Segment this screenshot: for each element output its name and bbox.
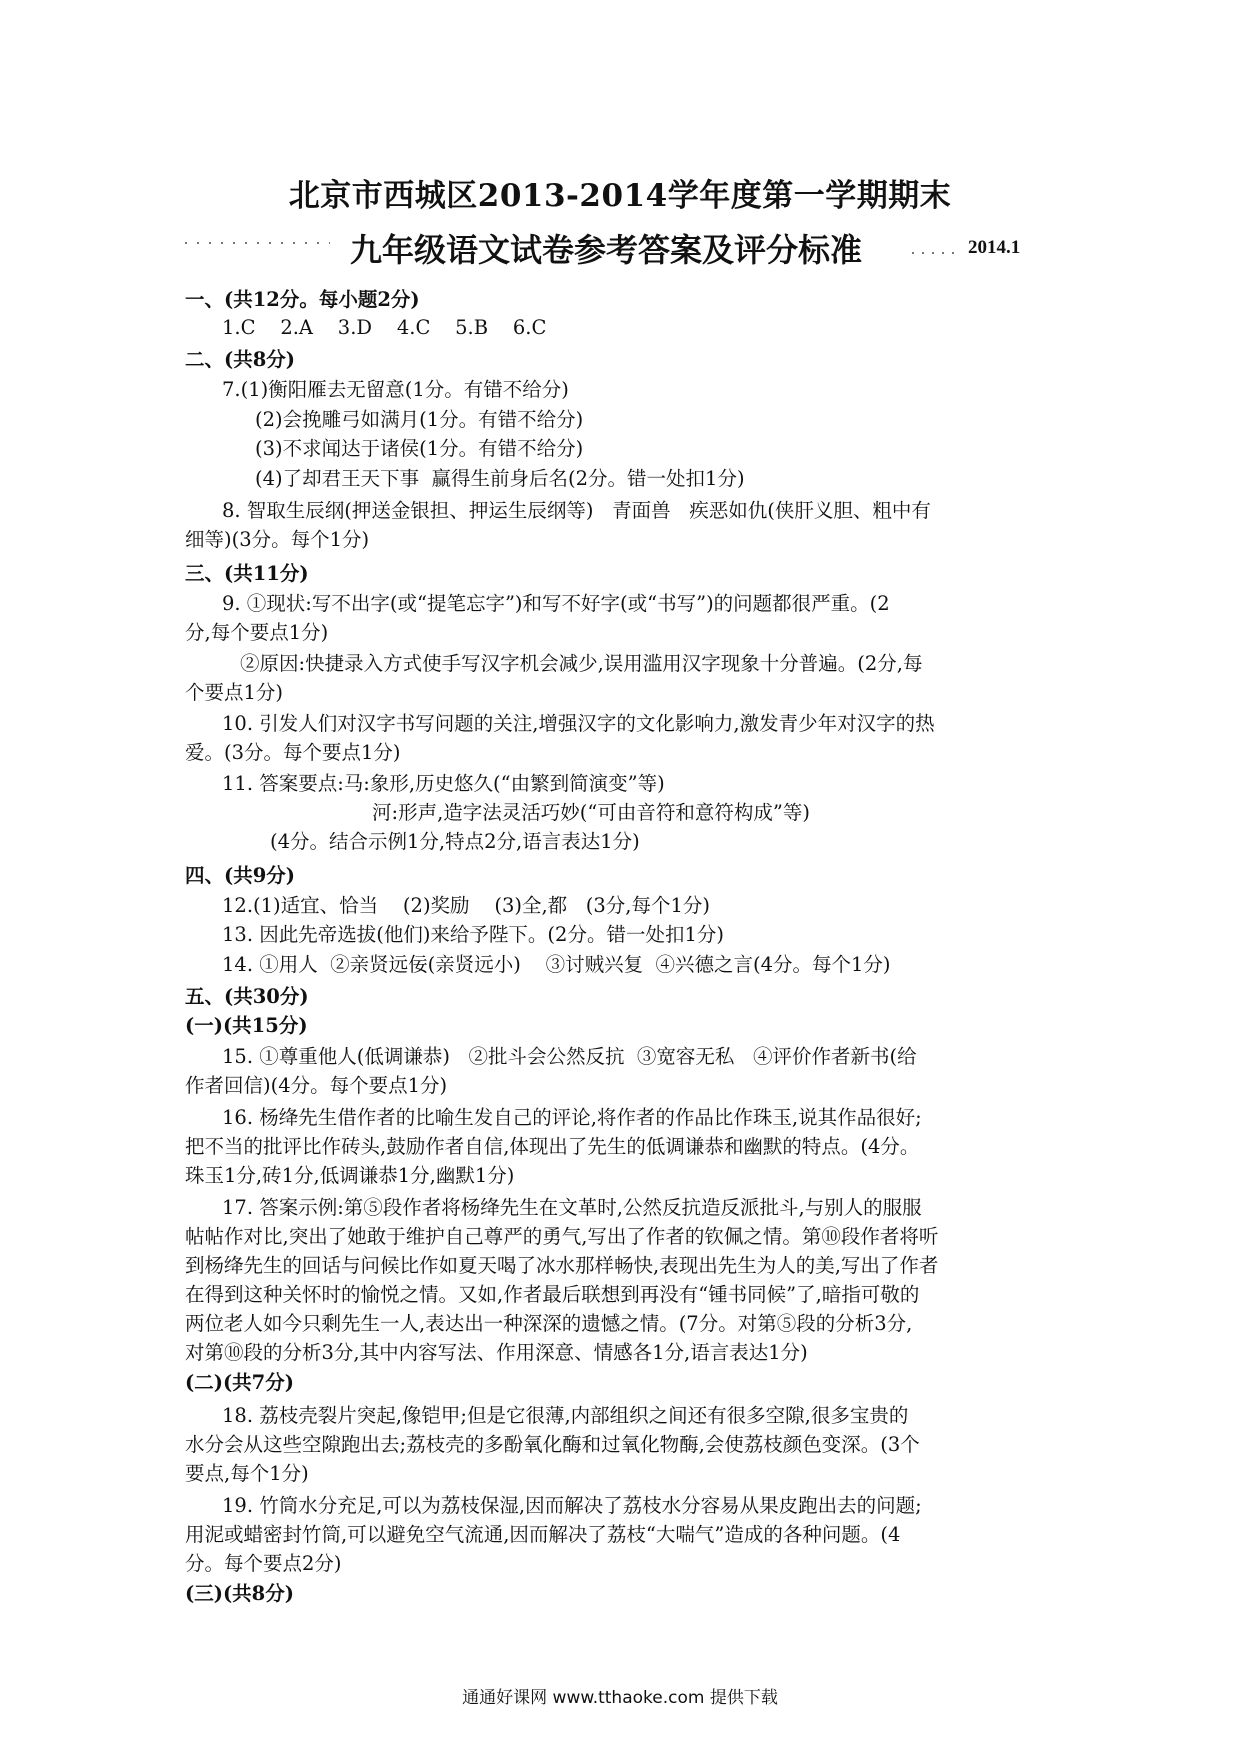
- answer-line: 帖帖作对比,突出了她敢于维护自己尊严的勇气,写出了作者的钦佩之情。第⑩段作者将听: [185, 1225, 939, 1248]
- title-line1: 北京市西城区2013-2014学年度第一学期期末: [288, 178, 952, 214]
- answer-line: 8. 智取生辰纲(押送金银担、押运生辰纲等) 青面兽 疾恶如仇(侠肝义胆、粗中有: [222, 499, 931, 522]
- answer-line: 用泥或蜡密封竹筒,可以避免空气流通,因而解决了荔枝“大喘气”造成的各种问题。(4: [185, 1523, 901, 1546]
- title-date: 2014.1: [968, 237, 1021, 258]
- answer-line: (4)了却君王天下事 赢得生前身后名(2分。错一处扣1分): [255, 467, 745, 490]
- answer-line: 14. ①用人 ②亲贤远佞(亲贤远小) ③讨贼兴复 ④兴德之言(4分。每个1分): [222, 953, 891, 976]
- answer-line: 15. ①尊重他人(低调谦恭) ②批斗会公然反抗 ③宽容无私 ④评价作者新书(给: [222, 1045, 917, 1068]
- answer-line: ②原因:快捷录入方式使手写汉字机会减少,误用滥用汉字现象十分普遍。(2分,每: [240, 652, 923, 675]
- answer-line: 9. ①现状:写不出字(或“提笔忘字”)和写不好字(或“书写”)的问题都很严重。(2: [222, 592, 890, 615]
- answer-line: 在得到这种关怀时的愉悦之情。又如,作者最后联想到再没有“锺书同候”了,暗指可敬的: [185, 1283, 920, 1306]
- answer-line: 水分会从这些空隙跑出去;荔枝壳的多酚氧化酶和过氧化物酶,会使荔枝颜色变深。(3个: [185, 1433, 920, 1456]
- answer-line: 18. 荔枝壳裂片突起,像铠甲;但是它很薄,内部组织之间还有很多空隙,很多宝贵的: [222, 1404, 909, 1427]
- answer-line: 要点,每个1分): [185, 1462, 309, 1485]
- answer-line: 分。每个要点2分): [185, 1552, 342, 1575]
- answer-line: 细等)(3分。每个1分): [185, 528, 370, 551]
- answer-line: 对第⑩段的分析3分,其中内容写法、作用深意、情感各1分,语言表达1分): [185, 1341, 808, 1364]
- answer-line: 河:形声,造字法灵活巧妙(“可由音符和意符构成”等): [372, 801, 810, 824]
- answer-line: 爱。(3分。每个要点1分): [185, 741, 401, 764]
- answer-line: 16. 杨绛先生借作者的比喻生发自己的评论,将作者的作品比作珠玉,说其作品很好;: [222, 1106, 922, 1129]
- section-heading: 四、(共9分): [185, 864, 296, 887]
- title-line2: 九年级语文试卷参考答案及评分标准: [350, 231, 863, 269]
- answer-line: 把不当的批评比作砖头,鼓励作者自信,体现出了先生的低调谦恭和幽默的特点。(4分。: [185, 1135, 920, 1158]
- answer-line: (4分。结合示例1分,特点2分,语言表达1分): [270, 830, 640, 853]
- answer-line: 1.C 2.A 3.D 4.C 5.B 6.C: [222, 316, 547, 339]
- answer-line: (2)会挽雕弓如满月(1分。有错不给分): [255, 408, 584, 431]
- footer-credit: 通通好课网 www.tthaoke.com 提供下载: [462, 1688, 778, 1708]
- dotted-leader-left: [180, 242, 330, 244]
- subsection-heading: (二)(共7分): [185, 1371, 294, 1394]
- answer-line: 珠玉1分,砖1分,低调谦恭1分,幽默1分): [185, 1164, 515, 1187]
- answer-line: 作者回信)(4分。每个要点1分): [185, 1074, 448, 1097]
- answer-line: 两位老人如今只剩先生一人,表达出一种深深的遗憾之情。(7分。对第⑤段的分析3分,: [185, 1312, 913, 1335]
- section-heading: 二、(共8分): [185, 348, 296, 371]
- answer-line: 17. 答案示例:第⑤段作者将杨绛先生在文革时,公然反抗造反派批斗,与别人的服服: [222, 1196, 922, 1219]
- answer-line: 19. 竹筒水分充足,可以为荔枝保湿,因而解决了荔枝水分容易从果皮跑出去的问题;: [222, 1494, 922, 1517]
- answer-line: 10. 引发人们对汉字书写问题的关注,增强汉字的文化影响力,激发青少年对汉字的热: [222, 712, 935, 735]
- section-heading: 五、(共30分): [185, 985, 309, 1008]
- section-heading: 三、(共11分): [185, 562, 309, 585]
- answer-line: 7.(1)衡阳雁去无留意(1分。有错不给分): [222, 378, 569, 401]
- answer-line: 到杨绛先生的回话与问候比作如夏天喝了冰水那样畅快,表现出先生为人的美,写出了作者: [185, 1254, 939, 1277]
- answer-line: 11. 答案要点:马:象形,历史悠久(“由繁到简演变”等): [222, 772, 665, 795]
- answer-line: 分,每个要点1分): [185, 621, 329, 644]
- answer-line: (3)不求闻达于诸侯(1分。有错不给分): [255, 437, 584, 460]
- dotted-leader-right: [908, 252, 958, 254]
- answer-line: 13. 因此先帝选拔(他们)来给予陛下。(2分。错一处扣1分): [222, 923, 724, 946]
- subsection-heading: (一)(共15分): [185, 1014, 308, 1037]
- answer-line: 12.(1)适宜、恰当 (2)奖励 (3)全,都 (3分,每个1分): [222, 894, 710, 917]
- section-heading: 一、(共12分。每小题2分): [185, 288, 420, 311]
- answer-line: 个要点1分): [185, 681, 284, 704]
- subsection-heading: (三)(共8分): [185, 1582, 294, 1605]
